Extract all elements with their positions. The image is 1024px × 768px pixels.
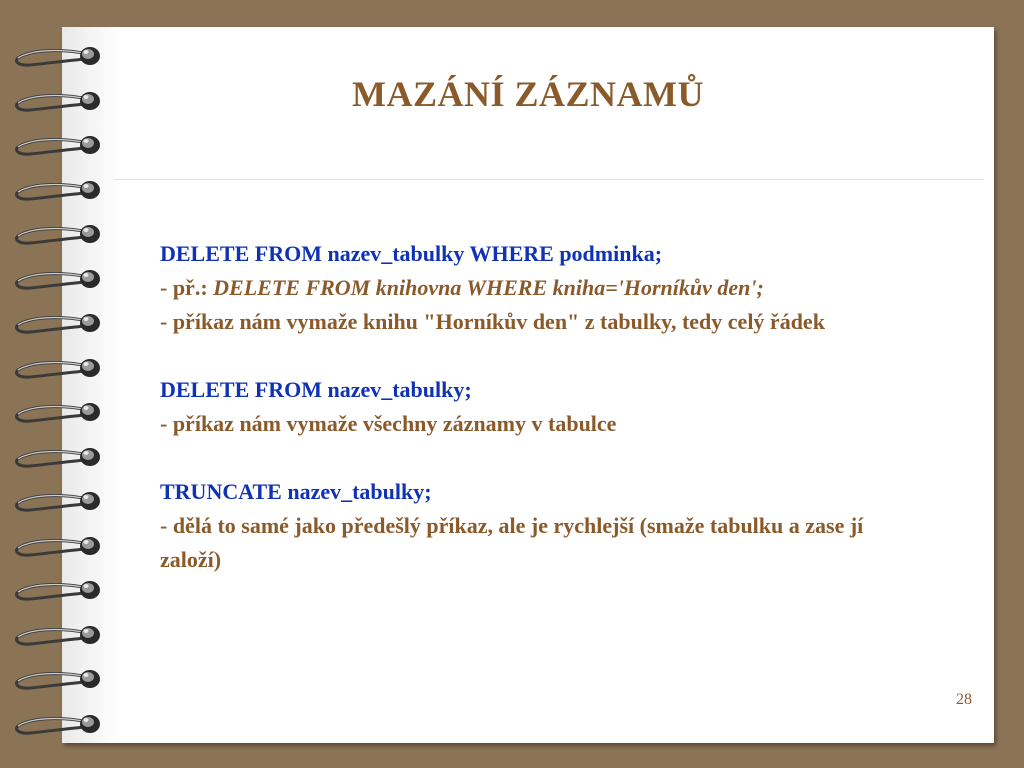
spiral-ring-icon	[10, 621, 106, 649]
spiral-ring-icon	[10, 220, 106, 248]
example-prefix: - př.:	[160, 275, 214, 300]
content-block-delete-where	[160, 237, 900, 339]
slide-content	[160, 237, 900, 611]
content-block-delete-all	[160, 373, 900, 441]
spiral-ring-icon	[10, 665, 106, 693]
spiral-ring-icon	[10, 42, 106, 70]
spiral-ring-icon	[10, 532, 106, 560]
example-sql: DELETE FROM knihovna WHERE kniha='Horníkův den';	[213, 275, 764, 300]
spiral-ring-icon	[10, 487, 106, 515]
sql-command-delete-all: DELETE FROM nazev_tabulky;	[160, 377, 472, 402]
sql-command-truncate: TRUNCATE nazev_tabulky;	[160, 479, 432, 504]
spiral-ring-icon	[10, 354, 106, 382]
spiral-ring-icon	[10, 576, 106, 604]
spiral-ring-icon	[10, 131, 106, 159]
content-block-truncate	[160, 475, 900, 577]
spiral-ring-icon	[10, 265, 106, 293]
spiral-ring-icon	[10, 443, 106, 471]
slide-page	[62, 27, 994, 743]
slide-number: 28	[956, 691, 972, 708]
block-description: - příkaz nám vymaže knihu "Horníkův den" z tabulky, tedy celý řádek	[160, 309, 825, 334]
spiral-binding	[0, 0, 110, 768]
spiral-ring-icon	[10, 176, 106, 204]
spiral-ring-icon	[10, 710, 106, 738]
title-divider	[114, 179, 984, 180]
sql-command-delete-where: DELETE FROM nazev_tabulky WHERE podminka;	[160, 241, 663, 266]
block-description: - příkaz nám vymaže všechny záznamy v tabulce	[160, 411, 617, 436]
spiral-ring-icon	[10, 87, 106, 115]
spiral-ring-icon	[10, 309, 106, 337]
block-description: - dělá to samé jako předešlý příkaz, ale je rychlejší (smaže tabulku a zase jí založí)	[160, 513, 864, 572]
page-title: MAZÁNÍ ZÁZNAMŮ	[352, 74, 704, 114]
spiral-ring-icon	[10, 398, 106, 426]
